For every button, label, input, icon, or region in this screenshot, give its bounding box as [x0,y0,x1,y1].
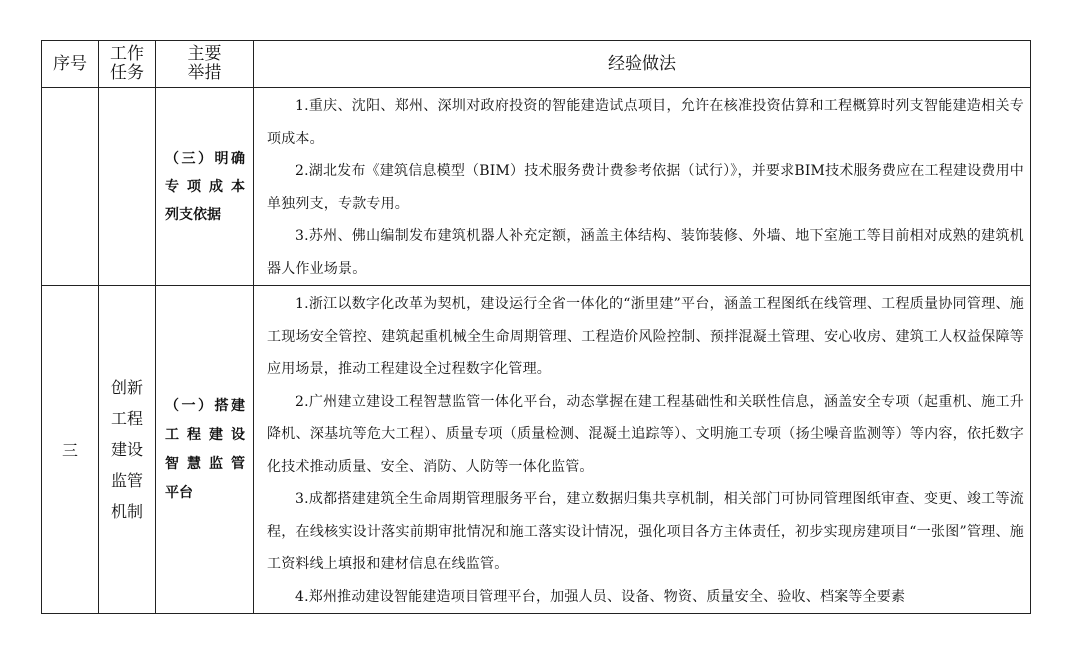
measure-line: 智慧监管 [165,455,245,472]
row-task [99,88,156,286]
header-task-line: 任务 [110,63,144,83]
header-task-line: 工作 [110,44,144,64]
table-row [42,88,1031,286]
header-practice: 经验做法 [254,41,1031,88]
measure-line: 专项成本 [165,178,245,195]
header-measure-line: 主要 [187,44,222,64]
task-line: 监管 [110,471,143,490]
row-measure [156,88,254,286]
practice-item: 2.湖北发布《建筑信息模型（BIM）技术服务费计费参考依据（试行）》，并要求BIM技术服务费应在工程建设费用中单独列支，专款专用。 [267,163,1024,212]
practice-item: 3.成都搭建建筑全生命周期管理服务平台，建立数据归集共享机制，相关部门可协同管理图纸审查、变更、竣工等流程，在线核实设计落实前期审批情况和施工落实设计情况，强化项目各方主体责任，初步实现房建项目“一张图”管理、施工资料线上填报和建材信息在线监管。 [267,491,1024,572]
header-task [99,41,156,88]
header-seq: 序号 [42,41,99,88]
header-measure [156,41,254,88]
practice-item: 1.重庆、沈阳、郑州、深圳对政府投资的智能建造试点项目，允许在核准投资估算和工程概算时列支智能建造相关专项成本。 [267,98,1024,147]
task-line: 机制 [110,502,143,521]
task-line: 建设 [110,440,143,459]
row-task [99,286,156,614]
measure-line: （一）搭建 [165,397,245,414]
header-measure-line: 举措 [187,63,222,83]
measure-line: （三）明确 [165,150,245,167]
table-row [42,286,1031,614]
task-line: 工程 [110,409,143,428]
practice-item: 1.浙江以数字化改革为契机，建设运行全省一体化的“浙里建”平台，涵盖工程图纸在线管理、工程质量协同管理、施工现场安全管控、建筑起重机械全生命周期管理、工程造价风险控制、预拌混凝土管理、安心收房、建筑工人权益保障等应用场景，推动工程建设全过程数字化管理。 [267,296,1024,377]
row-seq [42,88,99,286]
practice-item: 2.广州建立建设工程智慧监管一体化平台，动态掌握在建工程基础性和关联性信息，涵盖安全专项（起重机、施工升降机、深基坑等危大工程）、质量专项（质量检测、混凝土追踪等）、文明施工专项（扬尘噪音监测等）等内容，依托数字化技术推动质量、安全、消防、人防等一体化监管。 [267,393,1024,475]
measure-line: 工程建设 [165,426,245,443]
row-measure [156,286,254,614]
measure-line: 列支依据 [165,206,221,223]
practice-item: 3.苏州、佛山编制发布建筑机器人补充定额，涵盖主体结构、装饰装修、外墙、地下室施工等目前相对成熟的建筑机器人作业场景。 [267,228,1024,277]
measure-line: 平台 [165,484,193,501]
practice-item: 4.郑州推动建设智能建造项目管理平台，加强人员、设备、物资、质量安全、验收、档案等全要素 [295,588,906,605]
row-practice [254,286,1031,614]
task-line: 创新 [110,378,143,397]
row-practice [254,88,1031,286]
row-seq: 三 [42,286,99,614]
practice-table [41,40,1031,614]
header-row [42,41,1031,88]
